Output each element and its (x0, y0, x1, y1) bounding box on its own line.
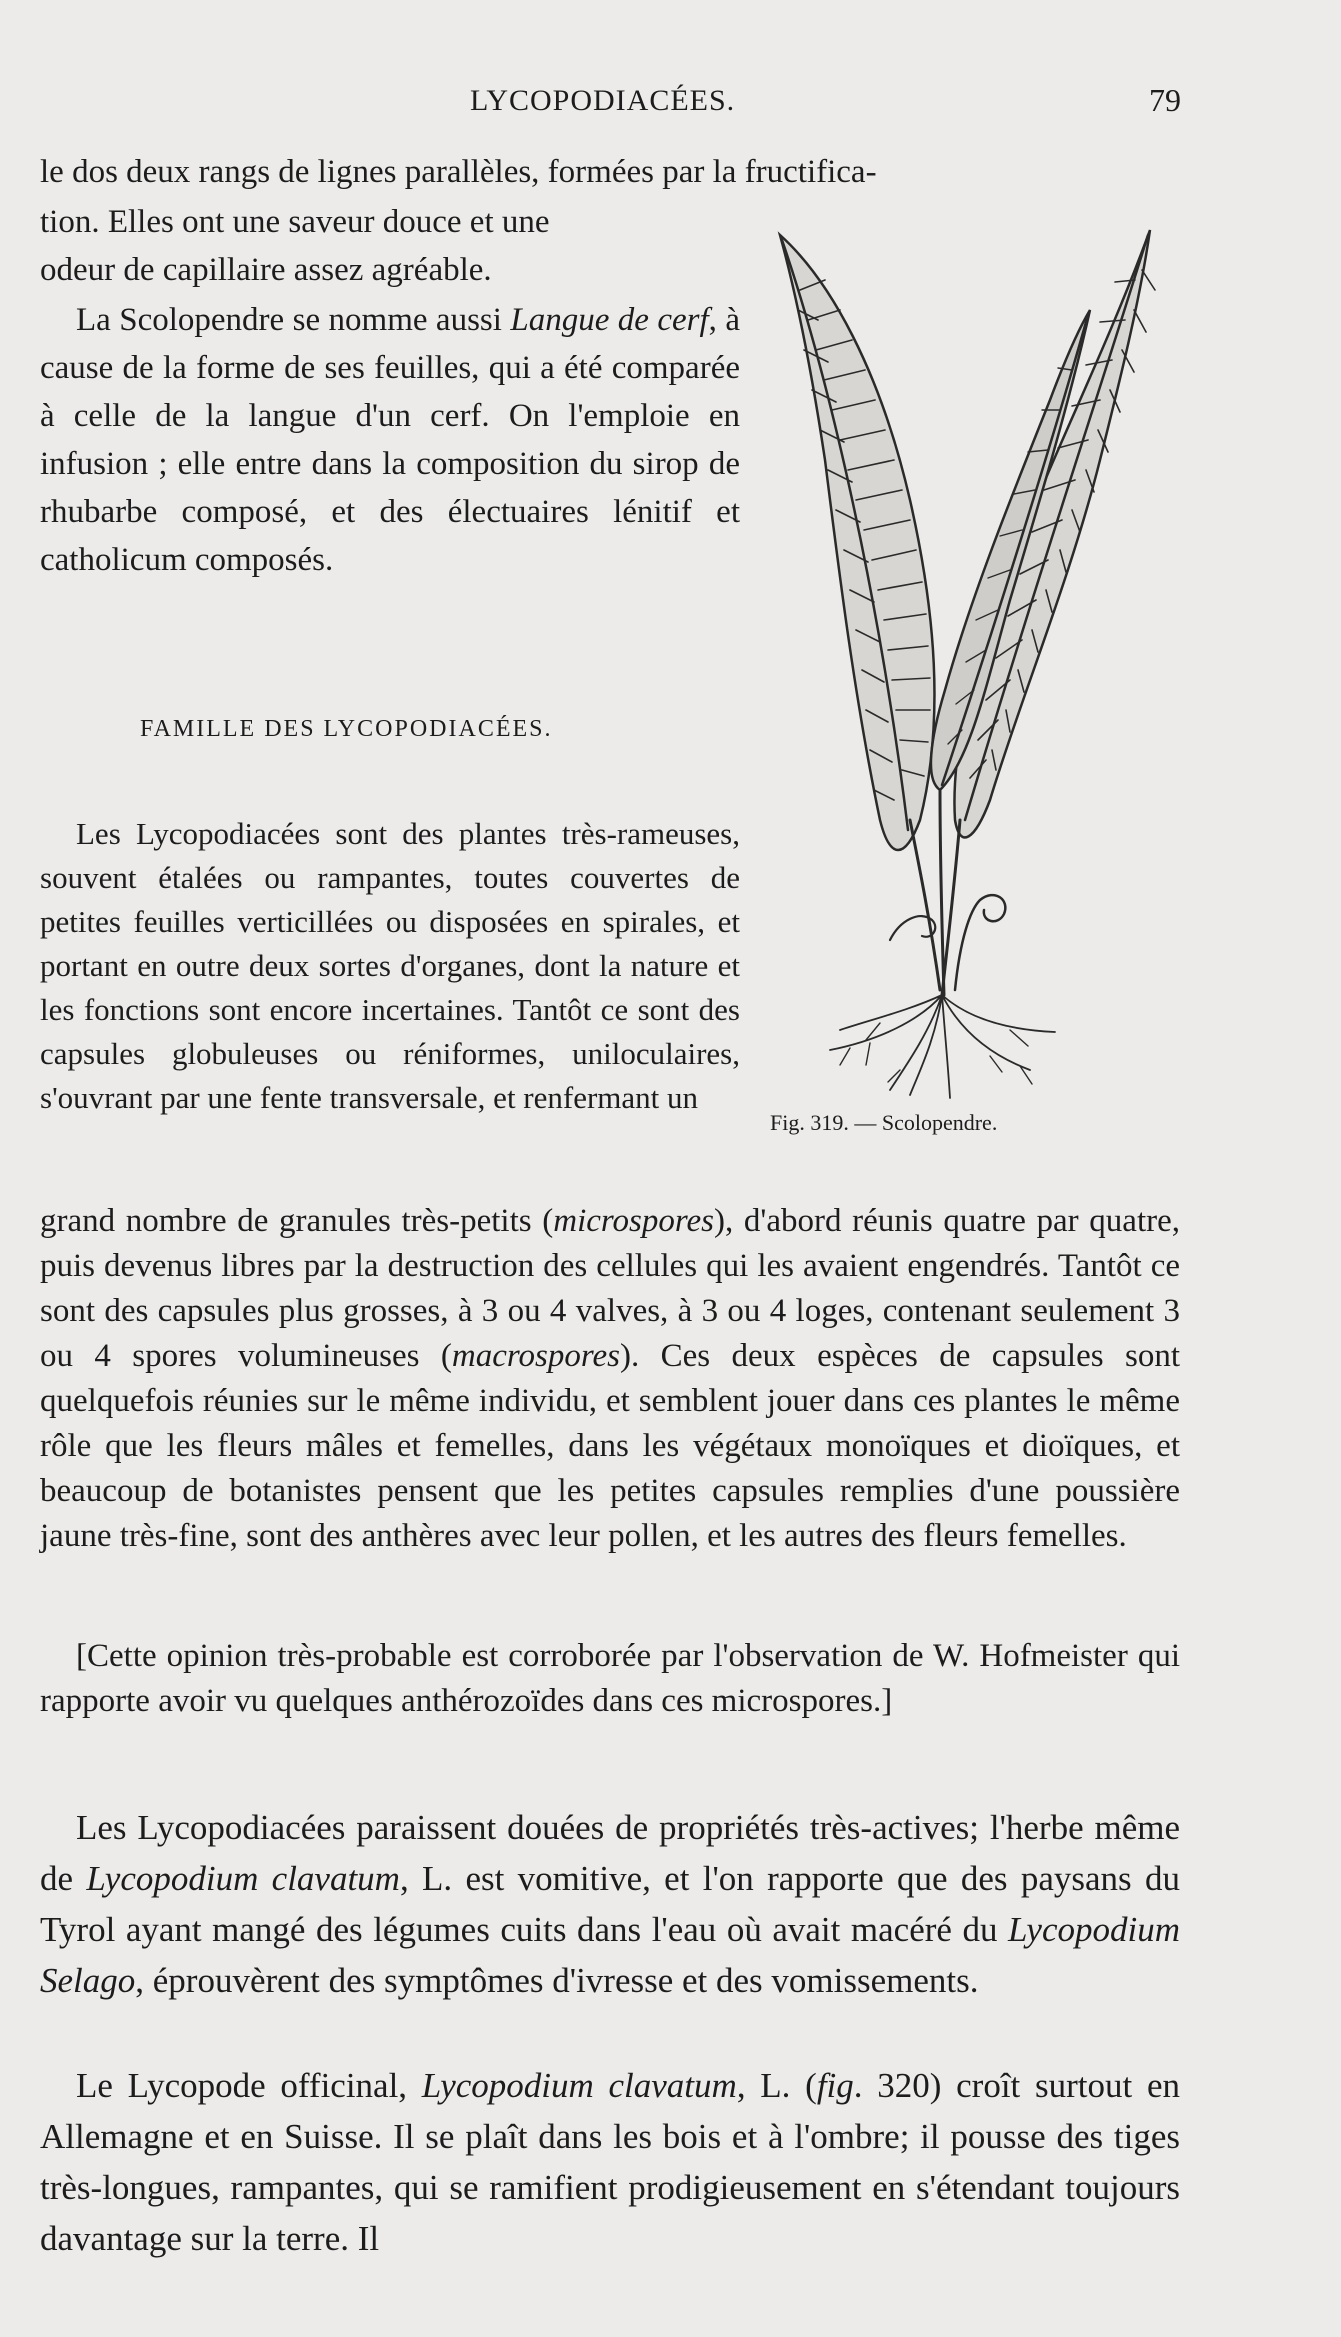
proprietes-text-3: , éprouvèrent des symptômes d'ivresse et des vomissements. (135, 1961, 979, 2000)
top-line-3: odeur de capillaire assez agréable. (40, 252, 492, 288)
scolopendre-italic-1: Langue de cerf (510, 302, 709, 338)
proprietes-italic-1: Lycopodium clavatum (86, 1859, 400, 1898)
bracket-text: [Cette opinion très-probable est corroborée par l'observation de W. Hofmeister qui rapporte avoir vu quelques anthérozoïdes dans ces microspores.] (40, 1638, 1180, 1719)
scolopendre-fern-illustration (770, 220, 1190, 1100)
famille-italic-1: microspores (553, 1203, 714, 1239)
scolopendre-text-2: , à cause de la forme de ses feuilles, qui a été comparée à celle de la langue d'un cerf. On l'emploie en infusion ; elle entre dans la composition du sirop de rhubarbe composé, et des électuaires lénitif et catholicum composés. (40, 302, 740, 578)
lycopode-text-3: . 320) croît surtout en Allemagne et en Suisse. Il se plaît dans les bois et à l'ombre; il pousse des tiges très-longues, rampantes, qui se ramifient prodigieusement en s'étendant toujours davantage sur la terre. Il (40, 2066, 1180, 2258)
famille-italic-2: macrospores (451, 1338, 620, 1374)
lycopode-paragraph (40, 2060, 1180, 2264)
lycopode-text-2: , L. ( (736, 2066, 817, 2105)
running-header (0, 78, 1341, 134)
figure-319 (770, 220, 1190, 1135)
proprietes-text-2: , L. est vomitive, et l'on rapporte que des paysans du Tyrol ayant mangé des légumes cuits dans l'eau où avait macéré du (40, 1859, 1180, 1949)
lycopode-italic-2: fig (816, 2066, 854, 2105)
famille-text-3: ). Ces deux espèces de capsules sont quelquefois réunies sur le même individu, et semblent jouer dans ces plantes le même rôle que les fleurs mâles et femelles, dans les végétaux monoïques et dioïques, et beaucoup de botanistes pensent que les petites capsules remplies d'une poussière jaune très-fine, sont des anthères avec leur pollen, et les autres des fleurs femelles. (40, 1338, 1180, 1554)
section-heading: FAMILLE DES LYCOPODIACÉES. (140, 716, 553, 742)
page-number: 79 (1149, 82, 1181, 118)
top-paragraph-cont (40, 198, 740, 294)
top-paragraph (40, 150, 1180, 195)
bracket-paragraph (40, 1634, 1180, 1724)
figure-caption: Fig. 319. — Scolopendre. (770, 1110, 998, 1135)
running-title: LYCOPODIACÉES. (470, 84, 736, 117)
lycopode-text-1: Le Lycopode officinal, (76, 2066, 422, 2105)
lycopode-italic-1: Lycopodium clavatum (421, 2066, 737, 2105)
scolopendre-paragraph (40, 296, 740, 584)
famille-text-1: grand nombre de granules très-petits ( (40, 1203, 554, 1239)
scolopendre-text-1: La Scolopendre se nomme aussi (76, 302, 511, 338)
proprietes-italic-2: Lycopodium Selago (40, 1910, 1180, 2000)
top-line-1: le dos deux rangs de lignes parallèles, formées par la fructifica- (40, 154, 877, 190)
famille-paragraph-column (40, 812, 740, 1120)
top-line-2: tion. Elles ont une saveur douce et une (40, 204, 550, 240)
famille-column-text: Les Lycopodiacées sont des plantes très-rameuses, souvent étalées ou rampantes, toutes couvertes de petites feuilles verticillées ou disposées en spirales, et portant en outre deux sortes d'organes, dont la nature et les fonctions sont encore incertaines. Tantôt ce sont des capsules globuleuses ou réniformes, uniloculaires, s'ouvrant par une fente transversale, et renfermant un (40, 816, 740, 1115)
famille-paragraph-full (40, 1199, 1180, 1559)
proprietes-paragraph (40, 1802, 1180, 2006)
famille-text-2: ), d'abord réunis quatre par quatre, puis devenus libres par la destruction des cellules qui les avaient engendrés. Tantôt ce sont des capsules plus grosses, à 3 ou 4 valves, à 3 ou 4 loges, contenant seulement 3 ou 4 spores volumineuses ( (40, 1203, 1180, 1374)
proprietes-text-1: Les Lycopodiacées paraissent douées de propriétés très-actives; l'herbe même de (40, 1808, 1180, 1898)
